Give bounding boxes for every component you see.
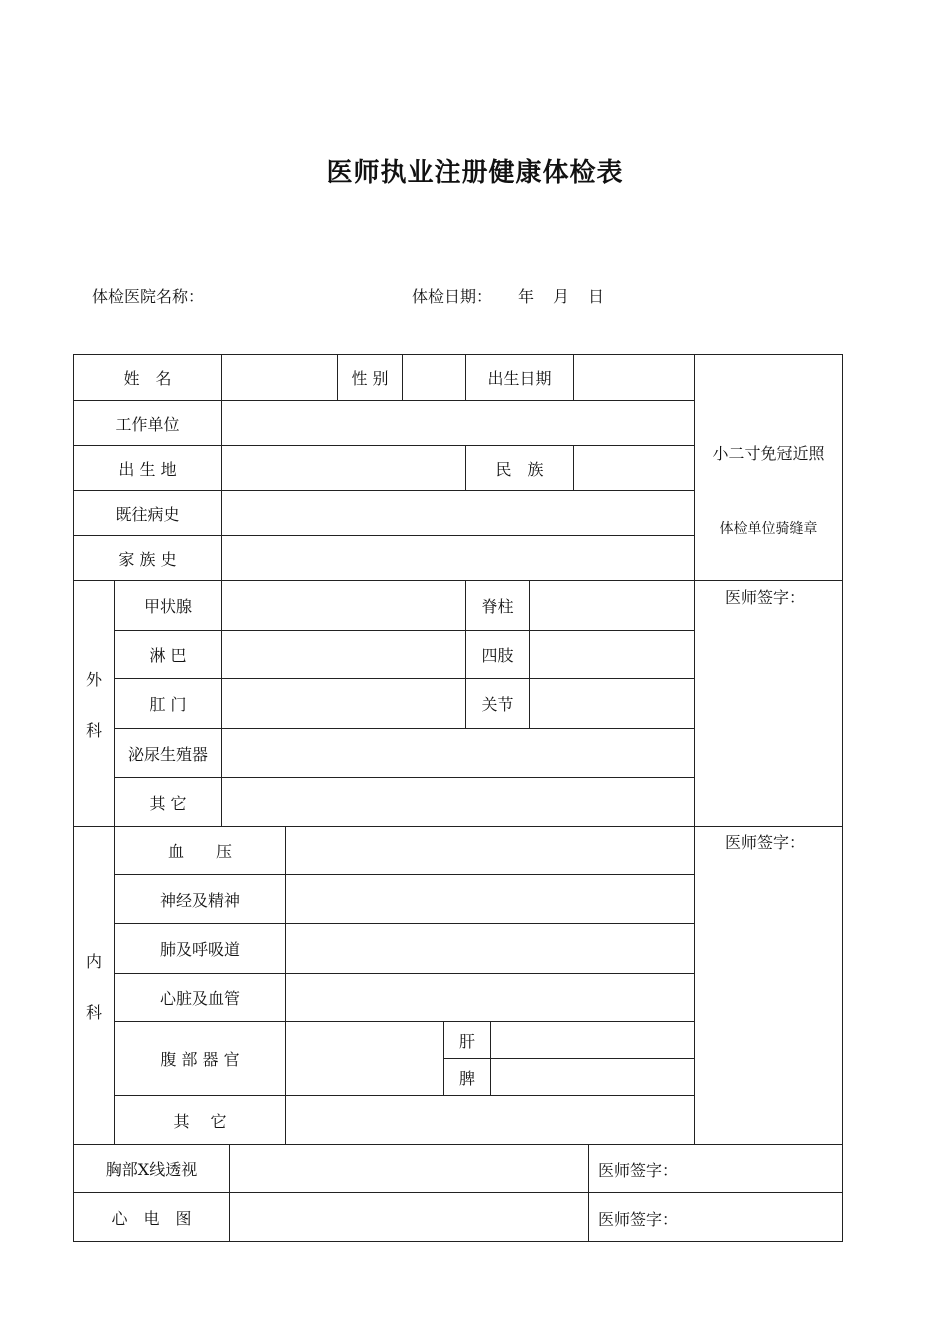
ethnicity-label: 民 族 (495, 459, 544, 479)
thyroid-label: 甲状腺 (143, 597, 192, 616)
spleen-label: 脾 (458, 1068, 475, 1088)
spine-label: 脊柱 (481, 597, 514, 616)
page-title: 医师执业注册健康体检表 (326, 158, 624, 188)
exam-date-label: 体检日期： (412, 287, 493, 306)
xray-label: 胸部X线透视 (105, 1160, 198, 1179)
liver-label: 肝 (458, 1031, 475, 1051)
joints-label: 关节 (481, 695, 514, 714)
birth-date-label: 出生日期 (487, 369, 552, 388)
lung-label: 肺及呼吸道 (159, 940, 240, 959)
hospital-name-label: 体检医院名称： (92, 287, 205, 306)
urogenital-label: 泌尿生殖器 (127, 744, 208, 764)
blood-pressure-label: 血 压 (167, 842, 232, 861)
photo-instruction: 小二寸免冠近照 (712, 443, 825, 463)
birthplace-label: 出 生 地 (118, 459, 177, 479)
surgery-section-label-2: 科 (85, 720, 102, 740)
gender-label: 性 别 (351, 369, 389, 388)
surgery-doctor-sign: 医师签字： (725, 588, 806, 607)
internal-section-label-2: 科 (85, 1002, 102, 1022)
day-label: 日 (588, 287, 605, 306)
internal-doctor-sign: 医师签字： (725, 833, 806, 852)
ecg-doctor-sign: 医师签字： (598, 1210, 679, 1229)
anus-label: 肛 门 (149, 695, 187, 714)
year-label: 年 (518, 287, 535, 306)
abdomen-label: 腹 部 器 官 (160, 1050, 240, 1069)
family-history-label: 家 族 史 (118, 549, 177, 569)
lymph-label: 淋 巴 (149, 646, 187, 665)
surgery-section-label: 外 (85, 669, 102, 689)
surgery-other-label: 其 它 (149, 793, 187, 813)
internal-other-label: 其 它 (173, 1111, 227, 1131)
internal-section-label: 内 (85, 951, 102, 971)
xray-doctor-sign: 医师签字： (598, 1161, 679, 1180)
name-label: 姓 名 (123, 369, 172, 388)
past-history-label: 既往病史 (115, 504, 180, 524)
month-label: 月 (553, 287, 570, 306)
seal-instruction: 体检单位骑缝章 (719, 521, 818, 537)
work-unit-label: 工作单位 (115, 414, 180, 434)
neuro-label: 神经及精神 (159, 890, 240, 910)
limbs-label: 四肢 (481, 646, 514, 665)
heart-label: 心脏及血管 (159, 989, 240, 1008)
ecg-label: 心 电 图 (111, 1208, 192, 1228)
